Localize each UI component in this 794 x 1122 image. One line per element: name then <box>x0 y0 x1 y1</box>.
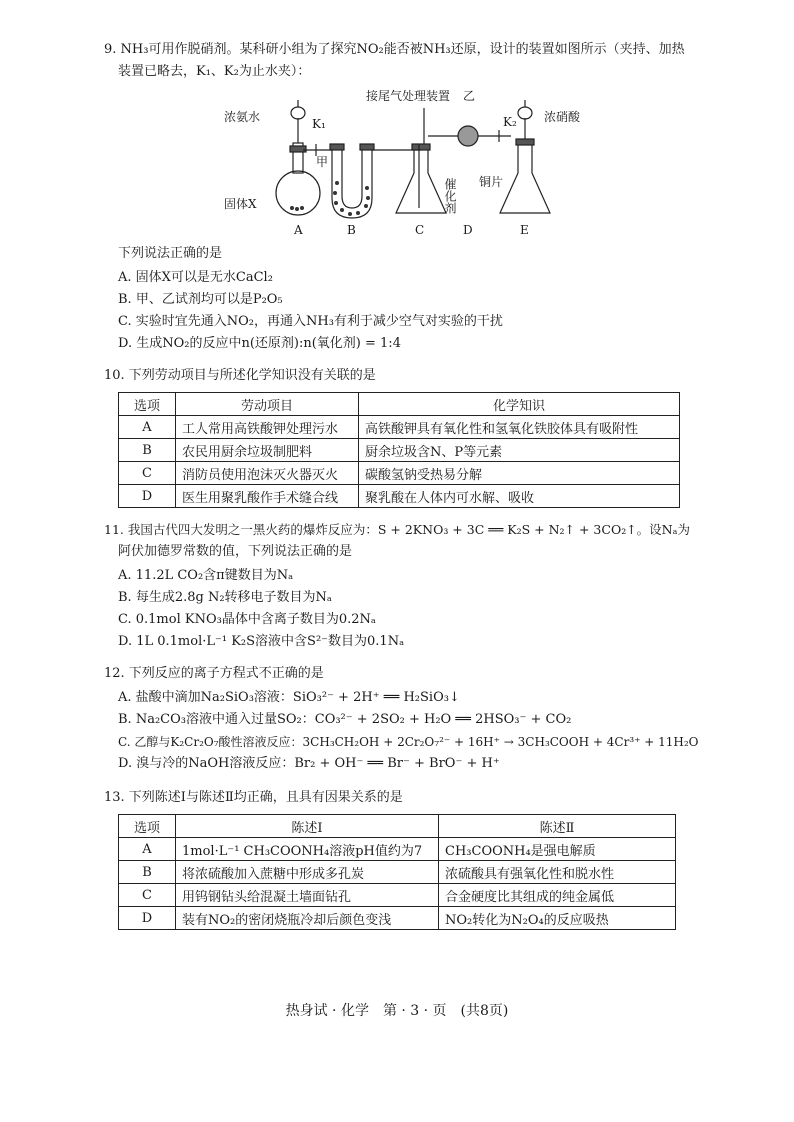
q9-option-c: C. 实验时宜先通入NO₂，再通入NH₃有利于减少空气对实验的干扰 <box>118 314 503 329</box>
table-header-row <box>119 393 680 416</box>
table-cell: 装有NO₂的密闭烧瓶冷却后颜色变浅 <box>176 907 439 930</box>
table-cell: 浓硫酸具有强氧化性和脱水性 <box>439 861 676 884</box>
q12-option-c: C. 乙醇与K₂Cr₂O₇酸性溶液反应：3CH₃CH₂OH + 2Cr₂O₇²⁻ + 16H⁺ → 3CH₃COOH + 4Cr³⁺ + 11H₂O <box>118 735 699 749</box>
table-cell: 聚乳酸在人体内可水解、吸收 <box>359 485 680 508</box>
funnel-a <box>291 107 305 119</box>
table-cell: A <box>119 838 176 861</box>
header-labor: 劳动项目 <box>176 393 359 416</box>
header-statement-2: 陈述Ⅱ <box>439 815 676 838</box>
q11-stem-line1: 11. 我国古代四大发明之一黑火药的爆炸反应为：S + 2KNO₃ + 3C ══ K₂S + N₂↑ + 3CO₂↑。设Nₐ为 <box>104 522 690 537</box>
table-cell: 将浓硫酸加入蔗糖中形成多孔炭 <box>176 861 439 884</box>
table-cell: CH₃COONH₄是强电解质 <box>439 838 676 861</box>
header-option: 选项 <box>119 393 176 416</box>
flask-e <box>500 143 550 213</box>
table-cell: C <box>119 462 176 485</box>
table-cell: 用钨钢钻头给混凝土墙面钻孔 <box>176 884 439 907</box>
q13-stem: 13. 下列陈述Ⅰ与陈述Ⅱ均正确，且具有因果关系的是 <box>104 790 403 805</box>
label-tail-gas: 接尾气处理装置 <box>366 89 451 103</box>
table-row <box>119 439 680 462</box>
table-cell: 工人常用高铁酸钾处理污水 <box>176 416 359 439</box>
table-cell: D <box>119 485 176 508</box>
label-k1: K₁ <box>312 117 326 131</box>
table-cell: 厨余垃圾含N、P等元素 <box>359 439 680 462</box>
funnel-e <box>518 107 532 119</box>
apparatus-diagram <box>216 88 596 238</box>
table-cell: A <box>119 416 176 439</box>
q11-stem-line2: 阿伏加德罗常数的值，下列说法正确的是 <box>118 544 353 559</box>
label-e: E <box>520 223 529 237</box>
q11-option-a: A. 11.2L CO₂含π键数目为Nₐ <box>118 568 294 583</box>
table-cell: B <box>119 439 176 462</box>
table-cell: 合金硬度比其组成的纯金属低 <box>439 884 676 907</box>
q9-prompt: 下列说法正确的是 <box>118 246 223 261</box>
q10-stem: 10. 下列劳动项目与所述化学知识没有关联的是 <box>104 368 376 383</box>
q9-option-d: D. 生成NO₂的反应中n(还原剂):n(氧化剂) = 1:4 <box>118 336 401 351</box>
q10-table <box>118 392 680 508</box>
q11-option-c: C. 0.1mol KNO₃晶体中含离子数目为0.2Nₐ <box>118 612 376 627</box>
q9-option-b: B. 甲、乙试剂均可以是P₂O₅ <box>118 292 283 307</box>
q12-stem: 12. 下列反应的离子方程式不正确的是 <box>104 666 324 681</box>
q12-option-d: D. 溴与冷的NaOH溶液反应：Br₂ + OH⁻ ══ Br⁻ + BrO⁻ + H⁺ <box>118 756 500 771</box>
q11-option-d: D. 1L 0.1mol·L⁻¹ K₂S溶液中含S²⁻数目为0.1Nₐ <box>118 634 405 649</box>
q12-option-a: A. 盐酸中滴加Na₂SiO₃溶液：SiO₃²⁻ + 2H⁺ ══ H₂SiO₃↓ <box>118 690 460 705</box>
table-row <box>119 485 680 508</box>
q9-option-a: A. 固体X可以是无水CaCl₂ <box>118 270 273 285</box>
label-k2: K₂ <box>503 115 517 129</box>
page-footer: 热身试 · 化学 第 · 3 · 页 (共8页) <box>285 1003 509 1019</box>
label-d: D <box>463 223 473 237</box>
label-c: C <box>415 223 425 237</box>
header-knowledge: 化学知识 <box>359 393 680 416</box>
label-copper: 铜片 <box>479 175 504 189</box>
label-jia: 甲 <box>316 155 329 169</box>
label-b: B <box>347 223 356 237</box>
table-row <box>119 838 676 861</box>
table-cell: 农民用厨余垃圾制肥料 <box>176 439 359 462</box>
q13-table <box>118 814 676 930</box>
label-solid-x: 固体X <box>224 197 257 211</box>
q9-stem-line1: 9. NH₃可用作脱硝剂。某科研小组为了探究NO₂能否被NH₃还原，设计的装置如图所示（夹持、加热 <box>104 42 685 57</box>
q9-stem-line2: 装置已略去，K₁、K₂为止水夹）： <box>118 64 311 79</box>
label-a: A <box>294 223 303 237</box>
table-cell: 高铁酸钾具有氧化性和氢氧化铁胶体具有吸附性 <box>359 416 680 439</box>
table-row <box>119 907 676 930</box>
table-cell: B <box>119 861 176 884</box>
header-statement-1: 陈述Ⅰ <box>176 815 439 838</box>
table-row <box>119 462 680 485</box>
table-row <box>119 416 680 439</box>
header-option: 选项 <box>119 815 176 838</box>
q12-option-b: B. Na₂CO₃溶液中通入过量SO₂：CO₃²⁻ + 2SO₂ + H₂O ══ 2HSO₃⁻ + CO₂ <box>118 712 572 727</box>
table-row <box>119 884 676 907</box>
q11-option-b: B. 每生成2.8g N₂转移电子数目为Nₐ <box>118 590 332 605</box>
table-cell: C <box>119 884 176 907</box>
table-row <box>119 861 676 884</box>
label-nitric: 浓硝酸 <box>544 110 581 124</box>
table-cell: 医生用聚乳酸作手术缝合线 <box>176 485 359 508</box>
table-cell: 1mol·L⁻¹ CH₃COONH₄溶液pH值约为7 <box>176 838 439 861</box>
table-cell: 碳酸氢钠受热易分解 <box>359 462 680 485</box>
table-cell: D <box>119 907 176 930</box>
label-catalyst: 催化剂 <box>443 178 457 214</box>
table-cell: 消防员使用泡沫灭火器灭火 <box>176 462 359 485</box>
table-cell: NO₂转化为N₂O₄的反应吸热 <box>439 907 676 930</box>
drying-tube-d <box>458 126 478 146</box>
label-ammonia: 浓氨水 <box>224 110 261 124</box>
flask-c <box>396 148 446 213</box>
table-header-row <box>119 815 676 838</box>
label-yi: 乙 <box>463 89 476 103</box>
